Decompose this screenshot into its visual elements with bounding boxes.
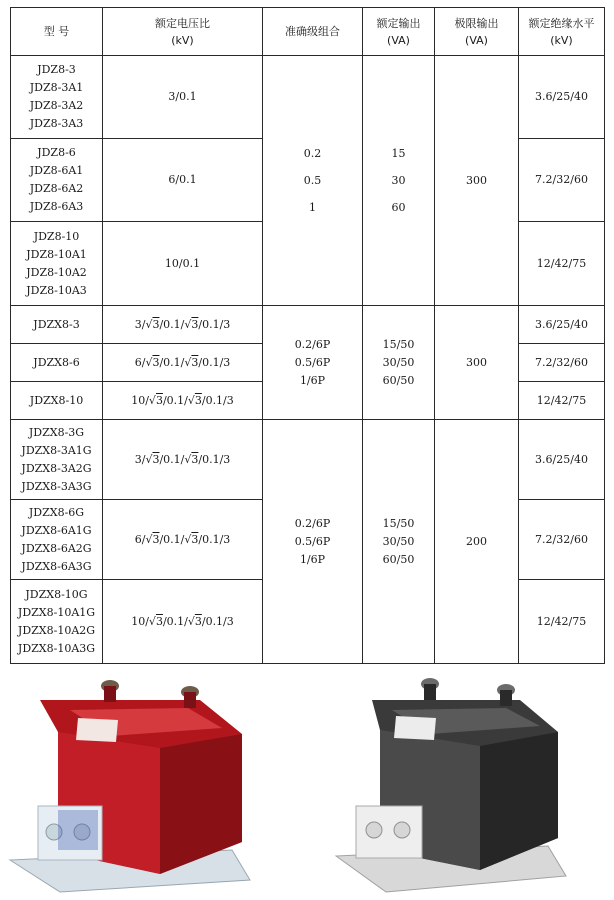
insulation-cell: 12/42/75: [519, 580, 605, 664]
red-transformer-image: [10, 680, 250, 892]
model-cell: JDZX8-3: [11, 306, 103, 344]
header-rated-output: 额定输出 (VA): [363, 8, 435, 56]
table-row: [11, 56, 605, 139]
table-row: [11, 420, 605, 500]
insulation-cell: 3.6/25/40: [519, 420, 605, 500]
ratio-cell: 10/√3/0.1/√3/0.1/3: [103, 580, 263, 664]
spec-table: [10, 7, 605, 664]
accuracy-cell: 0.2/6P 0.5/6P 1/6P: [263, 306, 363, 420]
ratio-cell: 3/√3/0.1/√3/0.1/3: [103, 306, 263, 344]
insulation-cell: 7.2/32/60: [519, 344, 605, 382]
rated-output-cell: 15/50 30/50 60/50: [363, 420, 435, 664]
limit-output-cell: 200: [435, 420, 519, 664]
insulation-cell: 3.6/25/40: [519, 306, 605, 344]
model-cell: JDZX8-10G JDZX8-10A1G JDZX8-10A2G JDZX8-10A3G: [11, 580, 103, 664]
ratio-cell: 6/√3/0.1/√3/0.1/3: [103, 500, 263, 580]
ratio-cell: 6/√3/0.1/√3/0.1/3: [103, 344, 263, 382]
ratio-cell: 3/√3/0.1/√3/0.1/3: [103, 420, 263, 500]
insulation-cell: 12/42/75: [519, 222, 605, 306]
model-cell: JDZX8-6: [11, 344, 103, 382]
insulation-cell: 3.6/25/40: [519, 56, 605, 139]
header-voltage-ratio: 额定电压比 (kV): [103, 8, 263, 56]
product-photos: [0, 660, 614, 900]
model-cell: JDZX8-3G JDZX8-3A1G JDZX8-3A2G JDZX8-3A3G: [11, 420, 103, 500]
accuracy-cell: 0.2/6P 0.5/6P 1/6P: [263, 420, 363, 664]
model-cell: JDZX8-6G JDZX8-6A1G JDZX8-6A2G JDZX8-6A3G: [11, 500, 103, 580]
dark-transformer-image: [336, 678, 566, 892]
model-cell: JDZX8-10: [11, 382, 103, 420]
model-cell: JDZ8-10 JDZ8-10A1 JDZ8-10A2 JDZ8-10A3: [11, 222, 103, 306]
accuracy-cell: 0.2 0.5 1: [263, 56, 363, 306]
header-limit-output: 极限输出 (VA): [435, 8, 519, 56]
limit-output-cell: 300: [435, 306, 519, 420]
ratio-cell: 10/0.1: [103, 222, 263, 306]
insulation-cell: 12/42/75: [519, 382, 605, 420]
header-accuracy: 准确级组合: [263, 8, 363, 56]
limit-output-cell: 300: [435, 56, 519, 306]
insulation-cell: 7.2/32/60: [519, 139, 605, 222]
model-cell: JDZ8-6 JDZ8-6A1 JDZ8-6A2 JDZ8-6A3: [11, 139, 103, 222]
header-insulation: 额定绝缘水平 (kV): [519, 8, 605, 56]
ratio-cell: 10/√3/0.1/√3/0.1/3: [103, 382, 263, 420]
ratio-cell: 3/0.1: [103, 56, 263, 139]
rated-output-cell: 15/50 30/50 60/50: [363, 306, 435, 420]
insulation-cell: 7.2/32/60: [519, 500, 605, 580]
header-row: [11, 8, 605, 56]
header-model: 型 号: [11, 8, 103, 56]
rated-output-cell: 15 30 60: [363, 56, 435, 306]
model-cell: JDZ8-3 JDZ8-3A1 JDZ8-3A2 JDZ8-3A3: [11, 56, 103, 139]
ratio-cell: 6/0.1: [103, 139, 263, 222]
table-row: [11, 306, 605, 344]
